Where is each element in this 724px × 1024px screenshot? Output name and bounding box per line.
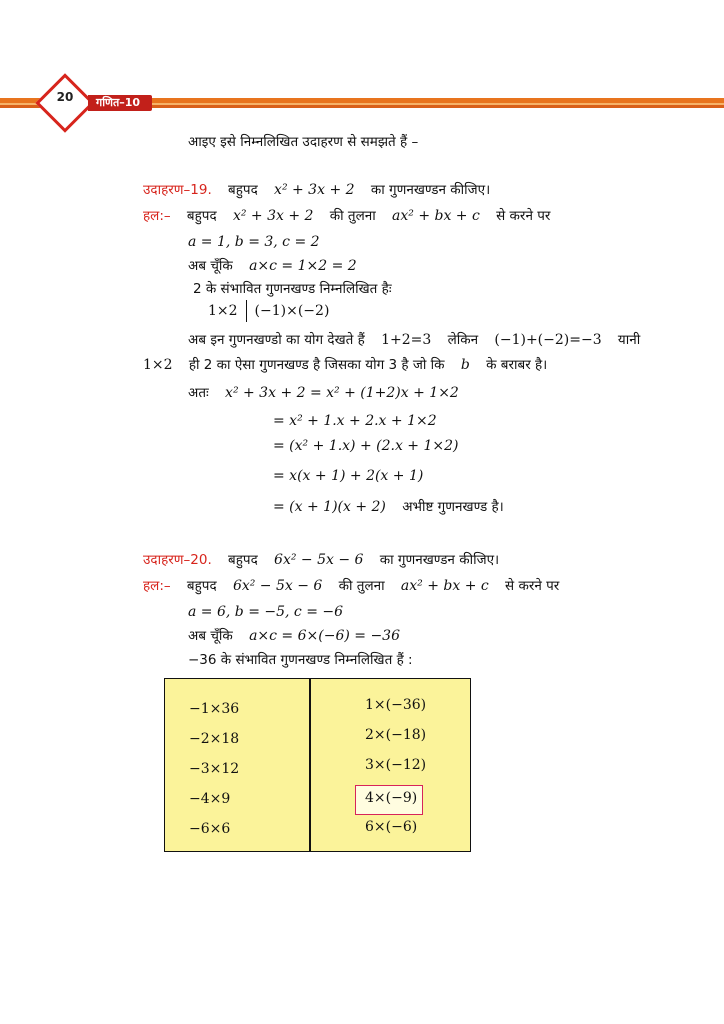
ex20-product: अब चूँकि a×c = 6×(−6) = −36 — [188, 628, 400, 644]
ex20-comparison: हल:– बहुपद 6x² − 5x − 6 की तुलना ax² + bx + c से करने पर — [143, 578, 560, 594]
table-left-cell: −1×36 — [189, 701, 240, 717]
book-title: गणित–10 — [88, 95, 152, 111]
ex19-step1: अतः x² + 3x + 2 = x² + (1+2)x + 1×2 — [188, 385, 459, 401]
table-left-cell: −2×18 — [189, 731, 240, 747]
factor-table — [164, 678, 471, 852]
intro-text: आइए इसे निम्नलिखित उदाहरण से समझते हैं – — [188, 134, 419, 150]
table-right-cell: 3×(−12) — [365, 757, 427, 773]
ex20-factors-intro: −36 के संभावित गुणनखण्ड निम्नलिखित हैं : — [188, 652, 413, 668]
ex19-step4: = x(x + 1) + 2(x + 1) — [273, 468, 424, 484]
ex20-coefficients: a = 6, b = −5, c = −6 — [188, 604, 344, 620]
table-left-cell: −4×9 — [189, 791, 231, 807]
ex19-comparison: हल:– बहुपद x² + 3x + 2 की तुलना ax² + bx + c से करने पर — [143, 208, 551, 224]
ex19-expr: x² + 3x + 2 — [274, 182, 355, 198]
ex19-question: उदाहरण–19. बहुपद x² + 3x + 2 का गुणनखण्डन कीजिए। — [143, 182, 491, 198]
table-right-cell: 2×(−18) — [365, 727, 427, 743]
ex20-question: उदाहरण–20. बहुपद 6x² − 5x − 6 का गुणनखण्डन कीजिए। — [143, 552, 500, 568]
table-left-cell: −6×6 — [189, 821, 231, 837]
page-number: 20 — [56, 90, 74, 104]
ex19-coefficients: a = 1, b = 3, c = 2 — [188, 234, 320, 250]
table-right-cell-highlighted: 4×(−9) — [365, 790, 418, 806]
ex19-step2: = x² + 1.x + 2.x + 1×2 — [273, 413, 437, 429]
ex19-conclusion: 1×2 ही 2 का ऐसा गुणनखण्ड है जिसका योग 3 है जो कि b के बराबर है। — [143, 357, 548, 373]
ex19-step5: = (x + 1)(x + 2) अभीष्ट गुणनखण्ड है। — [273, 499, 504, 515]
divider-bar — [246, 300, 247, 322]
ex19-solution-label: हल:– — [143, 208, 171, 224]
ex19-label: उदाहरण–19. — [143, 182, 212, 198]
ex19-factors-intro: 2 के संभावित गुणनखण्ड निम्नलिखित हैः — [193, 281, 392, 297]
table-right-cell: 6×(−6) — [365, 819, 418, 835]
ex20-expr: 6x² − 5x − 6 — [274, 552, 364, 568]
table-right-cell: 1×(−36) — [365, 697, 427, 713]
ex19-step3: = (x² + 1.x) + (2.x + 1×2) — [273, 438, 459, 454]
ex19-product: अब चूँकि a×c = 1×2 = 2 — [188, 258, 357, 274]
table-divider — [309, 679, 311, 851]
ex20-label: उदाहरण–20. — [143, 552, 212, 568]
ex19-factor-pairs: 1×2 (−1)×(−2) — [208, 300, 329, 322]
table-left-cell: −3×12 — [189, 761, 240, 777]
ex19-sum-check: अब इन गुणनखण्डो का योग देखते हैं 1+2=3 लेकिन (−1)+(−2)=−3 यानी — [188, 332, 641, 348]
ex20-solution-label: हल:– — [143, 578, 171, 594]
